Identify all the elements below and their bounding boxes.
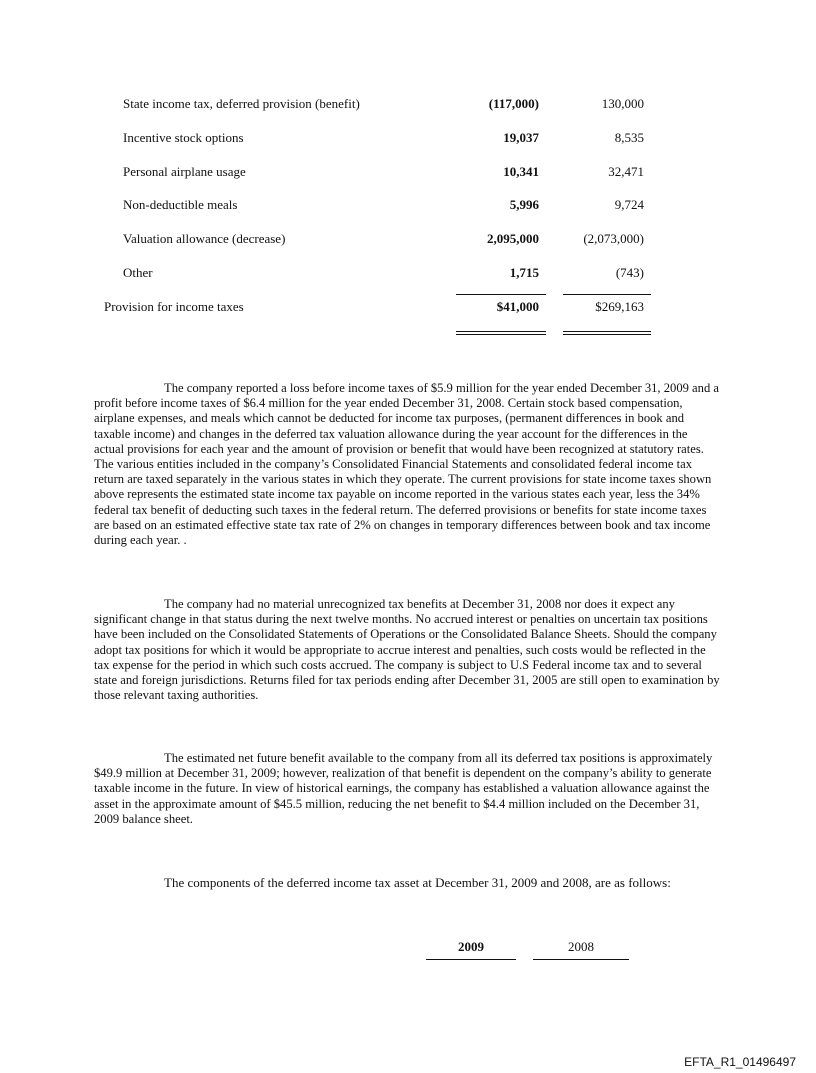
total-double-rule-2009 [456, 331, 546, 335]
value-2009: 19,037 [503, 130, 539, 145]
paragraph-valuation-allowance: The estimated net future benefit available to the company from all its deferred tax positions is approximately $49.9 million at December 31, 2009; however, realization of that benefit is dependent on the company’s ability to generate taxable income in the future. In view of historical earnings, the company has established a valuation allowance against the asset in the approximate amount of $45.5 million, reducing the net benefit to $4.4 million included on the December 31, 2009 balance sheet. [94, 751, 713, 826]
value-2009: 5,996 [509, 197, 539, 212]
total-row [0, 298, 816, 316]
value-2008: (743) [615, 265, 644, 280]
document-id: EFTA_R1_01496497 [684, 1055, 796, 1069]
total-double-rule-2008 [563, 331, 651, 335]
value-2008: 9,724 [614, 197, 644, 212]
value-2008: 130,000 [601, 96, 644, 111]
row-label: Valuation allowance (decrease) [123, 231, 286, 246]
total-label: Provision for income taxes [104, 299, 244, 314]
row-label: State income tax, deferred provision (benefit) [123, 96, 360, 111]
table-row [0, 163, 816, 181]
subtotal-rule-2009 [456, 294, 546, 295]
paragraph-income-taxes: The company reported a loss before income taxes of $5.9 million for the year ended December 31, 2009 and a profit before income taxes of $6.4 million for the year ended December 31, 2008. Certain stock based compensation, airplane expenses, and meals which cannot be deducted for income tax purposes, (permanent differences in book and taxable income) and changes in the deferred tax valuation allowance during the year account for the differences in the actual provisions for each year and the amount of provision or benefit that would have been recognized at statutory rates. The various entities included in the company’s Consolidated Financial Statements and consolidated federal income tax return are taxed separately in the various states in which they operate. The current provisions for state income taxes shown above represents the estimated state income tax payable on income reported in the various states each year, less the 34% federal tax benefit of deducting such taxes in the federal return. The deferred provisions or benefits for state income taxes are based on an estimated effective state tax rate of 2% on changes in temporary differences between book and tax income during each year. . [94, 381, 719, 548]
table-row [0, 95, 816, 113]
components-intro: The components of the deferred income tax asset at December 31, 2009 and 2008, are as follows: [164, 875, 671, 890]
total-2009: $41,000 [496, 299, 539, 314]
column-header-2009: 2009 [458, 939, 484, 954]
subtotal-rule-2008 [563, 294, 651, 295]
value-2009: 2,095,000 [487, 231, 539, 246]
value-2008: (2,073,000) [583, 231, 644, 246]
header-rule-2009 [426, 959, 516, 960]
table-row [0, 264, 816, 282]
row-label: Personal airplane usage [123, 164, 246, 179]
value-2009: (117,000) [488, 96, 539, 111]
paragraph-unrecognized-benefits: The company had no material unrecognized tax benefits at December 31, 2008 nor does it expect any significant change in that status during the next twelve months. No accrued interest or penalties on uncertain tax positions have been included on the Consolidated Statements of Operations or the Consolidated Balance Sheets. Should the company adopt tax positions for which it would be appropriate to accrue interest and penalties, such costs would be reflected in the tax expense for the period in which such costs accrued. The company is subject to U.S Federal income tax and to several state and foreign jurisdictions. Returns filed for tax periods ending after December 31, 2005 are still open to examination by those relevant taxing authorities. [94, 597, 720, 703]
table-row [0, 230, 816, 248]
row-label: Incentive stock options [123, 130, 244, 145]
table-row [0, 196, 816, 214]
table-row [0, 129, 816, 147]
column-header-2008: 2008 [568, 939, 594, 954]
row-label: Non-deductible meals [123, 197, 238, 212]
value-2009: 1,715 [509, 265, 539, 280]
value-2008: 32,471 [608, 164, 644, 179]
value-2009: 10,341 [503, 164, 539, 179]
header-rule-2008 [533, 959, 629, 960]
value-2008: 8,535 [614, 130, 644, 145]
row-label: Other [123, 265, 153, 280]
total-2008: $269,163 [595, 299, 644, 314]
